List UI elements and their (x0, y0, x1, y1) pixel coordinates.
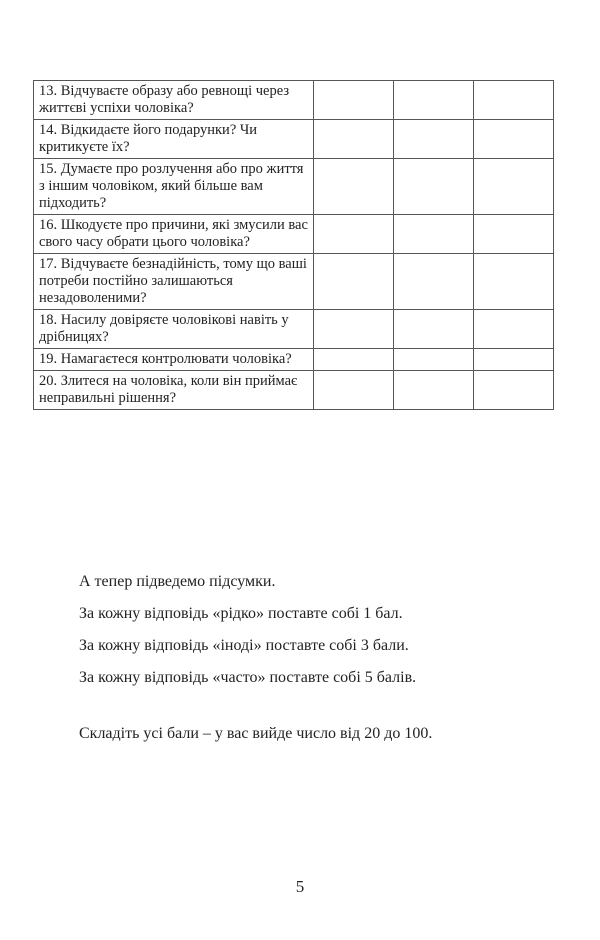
question-text: 15. Думаєте про розлучення або про життя з іншим чоловіком, який більше вам підходить? (34, 159, 314, 215)
question-text: 20. Злитеся на чоловіка, коли він приймає неправильні рішення? (34, 371, 314, 410)
answer-sometimes-cell[interactable] (394, 310, 474, 349)
answer-rarely-cell[interactable] (314, 81, 394, 120)
answer-sometimes-cell[interactable] (394, 254, 474, 310)
question-text: 16. Шкодуєте про причини, які змусили вас свого часу обрати цього чоловіка? (34, 215, 314, 254)
answer-sometimes-cell[interactable] (394, 159, 474, 215)
question-text: 19. Намагаєтеся контролювати чоловіка? (34, 349, 314, 371)
answer-rarely-cell[interactable] (314, 349, 394, 371)
table-row (34, 81, 554, 120)
answer-often-cell[interactable] (474, 159, 554, 215)
summary-total: Складіть усі бали – у вас вийде число від 20 до 100. (79, 725, 433, 742)
answer-rarely-cell[interactable] (314, 254, 394, 310)
question-text: 14. Відкидаєте його подарунки? Чи критикуєте їх? (34, 120, 314, 159)
answer-often-cell[interactable] (474, 349, 554, 371)
answer-often-cell[interactable] (474, 120, 554, 159)
answer-often-cell[interactable] (474, 254, 554, 310)
summary-rarely-rule: За кожну відповідь «рідко» поставте собі 1 бал. (79, 605, 403, 622)
summary-sometimes-rule: За кожну відповідь «іноді» поставте собі 3 бали. (79, 637, 409, 654)
table-row (34, 349, 554, 371)
answer-often-cell[interactable] (474, 310, 554, 349)
answer-sometimes-cell[interactable] (394, 349, 474, 371)
answer-often-cell[interactable] (474, 215, 554, 254)
answer-sometimes-cell[interactable] (394, 81, 474, 120)
questionnaire-body (34, 81, 554, 410)
answer-rarely-cell[interactable] (314, 310, 394, 349)
table-row (34, 215, 554, 254)
summary-intro: А тепер підведемо підсумки. (79, 573, 276, 590)
question-text: 17. Відчуваєте безнадійність, тому що ваші потреби постійно залишаються незадоволеними? (34, 254, 314, 310)
answer-rarely-cell[interactable] (314, 215, 394, 254)
page-number: 5 (295, 877, 305, 896)
answer-rarely-cell[interactable] (314, 120, 394, 159)
answer-often-cell[interactable] (474, 81, 554, 120)
answer-rarely-cell[interactable] (314, 371, 394, 410)
answer-sometimes-cell[interactable] (394, 371, 474, 410)
table-row (34, 159, 554, 215)
answer-sometimes-cell[interactable] (394, 120, 474, 159)
summary-often-rule: За кожну відповідь «часто» поставте собі 5 балів. (79, 669, 417, 686)
table-row (34, 371, 554, 410)
table-row (34, 254, 554, 310)
questionnaire-table (33, 80, 554, 410)
answer-often-cell[interactable] (474, 371, 554, 410)
answer-rarely-cell[interactable] (314, 159, 394, 215)
table-row (34, 120, 554, 159)
question-text: 13. Відчуваєте образу або ревнощі через життєві успіхи чоловіка? (34, 81, 314, 120)
table-row (34, 310, 554, 349)
answer-sometimes-cell[interactable] (394, 215, 474, 254)
summary-block (79, 572, 432, 744)
question-text: 18. Насилу довіряєте чоловікові навіть у дрібницях? (34, 310, 314, 349)
